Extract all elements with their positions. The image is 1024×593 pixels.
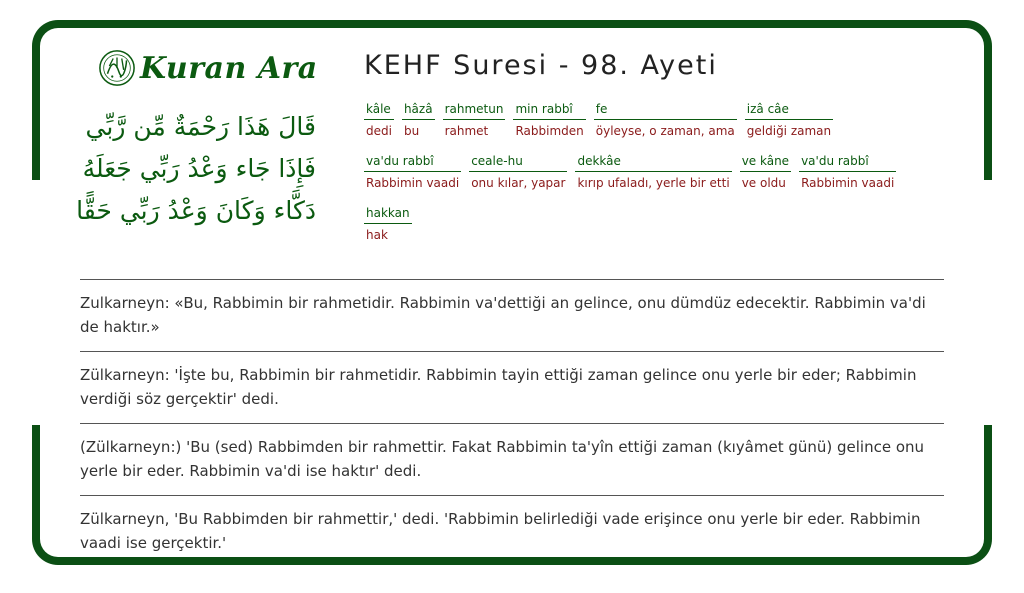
word-transliteration: izâ câe <box>745 102 833 120</box>
word-meaning: dedi <box>366 124 392 138</box>
arabic-verse <box>50 106 316 232</box>
word-transliteration: hakkan <box>364 206 412 224</box>
word-meaning: bu <box>403 124 420 138</box>
word-transliteration: min rabbî <box>513 102 585 120</box>
site-logo[interactable] <box>98 46 318 90</box>
arabic-verse-line: فَإِذَا جَاء وَعْدُ رَبِّي جَعَلَهُ <box>82 154 316 183</box>
word-transliteration: dekkâe <box>575 154 731 172</box>
word-item[interactable] <box>594 102 737 138</box>
translation-list <box>80 279 944 567</box>
word-row <box>364 154 964 190</box>
word-row <box>364 102 964 138</box>
word-meaning: Rabbimin vaadi <box>801 176 895 190</box>
site-logo-text: Kuran Ara <box>140 50 318 86</box>
word-item[interactable] <box>575 154 731 190</box>
translation-item: Zülkarneyn, 'Bu Rabbimden bir rahmettir,' dedi. 'Rabbimin belirlediği vade erişince onu yerle bir eder. Rabbimin vaadi ise gerçektir.' <box>80 495 944 567</box>
translation-item: Zülkarneyn: 'İşte bu, Rabbimin bir rahmetidir. Rabbimin tayin ettiği zaman gelince onu yerle bir eder; Rabbimin verdiği söz gerçektir' dedi. <box>80 351 944 423</box>
word-by-word-list <box>364 102 964 258</box>
word-transliteration: rahmetun <box>443 102 506 120</box>
word-row <box>364 206 964 242</box>
word-meaning: kırıp ufaladı, yerle bir etti <box>577 176 730 190</box>
word-item[interactable] <box>402 102 435 138</box>
word-transliteration: kâle <box>364 102 394 120</box>
word-item[interactable] <box>364 154 461 190</box>
page-title: KEHF Suresi - 98. Ayeti <box>364 50 718 81</box>
word-item[interactable] <box>364 102 394 138</box>
word-meaning: ve oldu <box>741 176 786 190</box>
word-meaning: geldiği zaman <box>746 124 832 138</box>
word-transliteration: ceale-hu <box>469 154 567 172</box>
word-item[interactable] <box>364 206 412 242</box>
translation-item: (Zülkarneyn:) 'Bu (sed) Rabbimden bir rahmettir. Fakat Rabbimin ta'yîn ettiği zaman (kıyâmet günü) gelince onu yerle bir eder. Rabbimin va'di ise haktır' dedi. <box>80 423 944 495</box>
word-item[interactable] <box>740 154 791 190</box>
word-meaning: Rabbimden <box>515 124 584 138</box>
word-item[interactable] <box>799 154 896 190</box>
arabic-verse-line: دَكَّاء وَكَانَ وَعْدُ رَبِّي حَقًّا <box>76 196 316 225</box>
word-meaning: öyleyse, o zaman, ama <box>595 124 735 138</box>
word-meaning: hak <box>366 228 388 242</box>
word-transliteration: va'du rabbî <box>799 154 896 172</box>
word-meaning: rahmet <box>444 124 489 138</box>
word-transliteration: fe <box>594 102 737 120</box>
arabic-verse-line: قَالَ هَذَا رَحْمَةٌ مِّن رَّبِّي <box>85 112 316 141</box>
translation-item: Zulkarneyn: «Bu, Rabbimin bir rahmetidir. Rabbimin va'dettiği an gelince, onu dümdüz edecektir. Rabbimin va'di de haktır.» <box>80 279 944 351</box>
quran-calligraphy-emblem-icon <box>98 49 136 87</box>
word-transliteration: hâzâ <box>402 102 435 120</box>
word-item[interactable] <box>443 102 506 138</box>
word-meaning: onu kılar, yapar <box>471 176 566 190</box>
word-meaning: Rabbimin vaadi <box>366 176 460 190</box>
word-item[interactable] <box>513 102 585 138</box>
word-transliteration: ve kâne <box>740 154 791 172</box>
word-transliteration: va'du rabbî <box>364 154 461 172</box>
word-item[interactable] <box>469 154 567 190</box>
word-item[interactable] <box>745 102 833 138</box>
